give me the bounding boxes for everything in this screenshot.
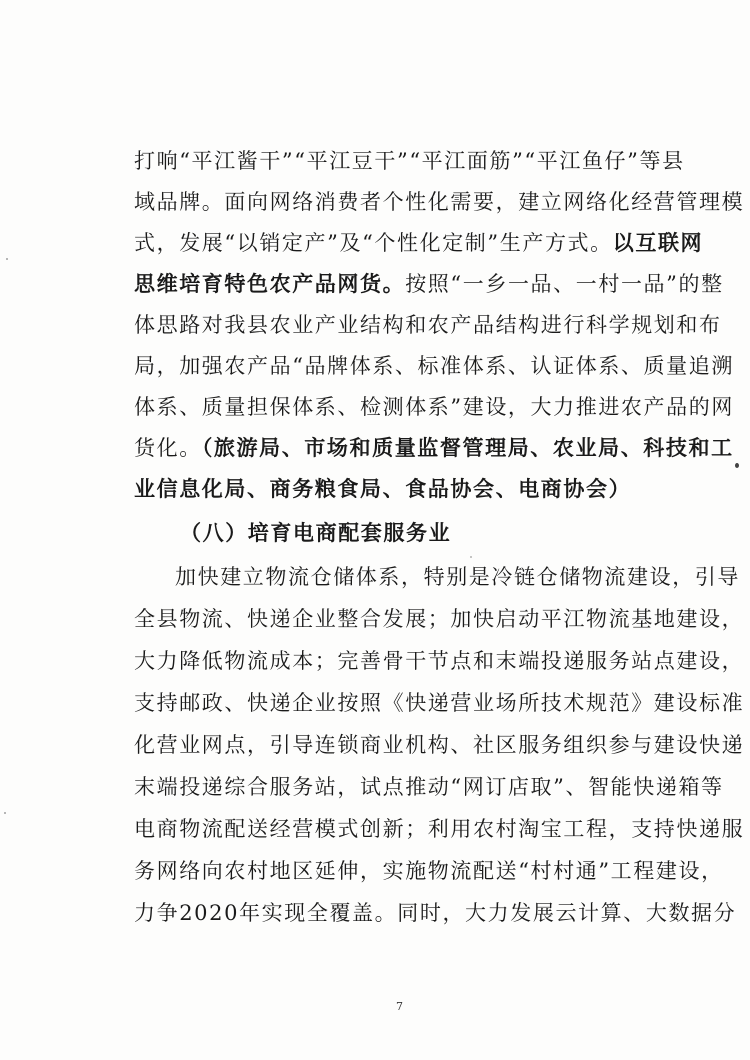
text-run: 体思路对我县农业产业结构和农产品结构进行科学规划和布: [134, 313, 722, 337]
scan-speck: [735, 463, 739, 468]
bold-text-run: （旅游局、市场和质量监督管理局、农业局、科技和工: [201, 435, 734, 460]
text-line: [134, 433, 734, 463]
text-line: [134, 310, 722, 340]
text-line: [134, 146, 685, 176]
text-line: [134, 474, 674, 504]
text-line: [134, 351, 734, 381]
section-heading: （八）培育电商配套服务业: [180, 520, 452, 545]
page-number: 7: [396, 1000, 403, 1013]
text-line: 支持邮政、快递企业按照《快递营业场所技术规范》建设标准: [134, 691, 745, 715]
text-line: 大力降低物流成本；完善骨干节点和末端投递服务站点建设，: [134, 649, 745, 673]
text-run: 货化。: [134, 436, 202, 460]
text-run: 按照“一乡一品、一村一品”的整: [405, 272, 724, 296]
text-line: [134, 392, 734, 422]
text-run: 式，发展“以销定产”及“个性化定制”生产方式。: [134, 231, 613, 255]
text-run: 打响“平江酱干”“平江豆干”“平江面筋”“平江鱼仔”等县: [134, 149, 685, 173]
text-line: 末端投递综合服务站，试点推动“网订店取”、智能快递箱等: [134, 775, 724, 799]
text-line: 全县物流、快递企业整合发展；加快启动平江物流基地建设，: [134, 607, 745, 631]
text-line: 加快建立物流仓储体系，特别是冷链仓储物流建设，引导: [175, 565, 740, 589]
text-line: [134, 228, 704, 258]
text-run: 域品牌。面向网络消费者个性化需要，建立网络化经营管理模: [134, 190, 745, 214]
text-line: [134, 269, 724, 299]
text-run: 局，加强农产品“品牌体系、标准体系、认证体系、质量追溯: [134, 354, 734, 378]
bold-text-run: 思维培育特色农产品网货。: [134, 271, 406, 296]
scan-speck: [6, 258, 8, 260]
bold-text-run: 以互联网: [612, 230, 704, 255]
text-line: [134, 187, 745, 217]
scan-speck: [4, 812, 6, 814]
text-run: 体系、质量担保体系、检测体系”建设，大力推进农产品的网: [134, 395, 734, 419]
text-line: 电商物流配送经营模式创新；利用农村淘宝工程，支持快递服: [134, 817, 745, 841]
text-line: 化营业网点，引导连锁商业机构、社区服务组织参与建设快递: [134, 733, 745, 757]
bold-text-run: 业信息化局、商务粮食局、食品协会、电商协会）: [134, 476, 632, 501]
text-line: 务网络向农村地区延伸，实施物流配送“村村通”工程建设，: [134, 859, 724, 883]
text-line: 力争2020年实现全覆盖。同时，大力发展云计算、大数据分: [134, 901, 737, 925]
scan-speck: [470, 556, 472, 558]
